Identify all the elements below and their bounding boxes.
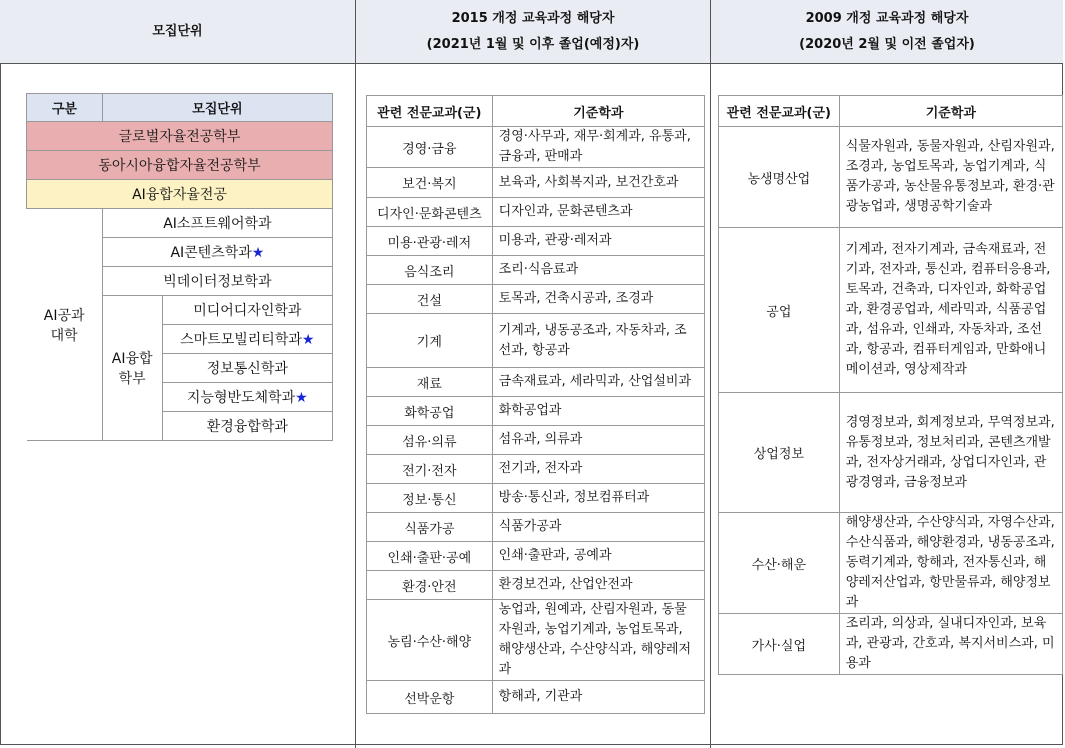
standard-dept-cell: 기계과, 냉동공조과, 자동차과, 조선과, 항공과 <box>492 314 704 368</box>
standard-dept-cell: 화학공업과 <box>492 397 704 426</box>
dept-env-convergence: 환경융합학과 <box>162 412 332 441</box>
unit-ai-free-major: AI융합자율전공 <box>27 180 333 209</box>
standard-dept-cell: 디자인과, 문화콘텐츠과 <box>492 198 704 227</box>
field-name-cell: 기계 <box>367 314 493 368</box>
header-2015-curriculum <box>356 0 711 64</box>
standard-dept-cell: 토목과, 건축시공과, 조경과 <box>492 285 704 314</box>
standard-dept-cell: 농업과, 원예과, 산림자원과, 동물자원과, 농업기계과, 농업토목과, 해양생산과, 수산양식과, 해양레저과 <box>492 600 704 681</box>
table-row <box>719 127 1063 228</box>
table-row <box>719 228 1063 393</box>
column-divider <box>710 64 711 748</box>
field-name-cell: 선박운항 <box>367 681 493 714</box>
dept-label: AI콘텐츠학과 <box>170 245 252 261</box>
standard-dept-cell: 방송·통신과, 정보컴퓨터과 <box>492 484 704 513</box>
field-name-cell: 건설 <box>367 285 493 314</box>
school-ai-convergence <box>102 296 162 441</box>
standard-dept-cell: 보육과, 사회복지과, 보건간호과 <box>492 168 704 198</box>
field-name-cell: 재료 <box>367 368 493 397</box>
header-col1-label: 모집단위 <box>152 23 203 39</box>
standard-dept-cell: 기계과, 전자기계과, 금속재료과, 전기과, 전자과, 통신과, 컴퓨터응용과, 토목과, 건축과, 디자인과, 화학공업과, 환경공업과, 세라믹과, 식품공업과, 섬유과, 인쇄과, 자동차과, 조선과, 항공과, 컴퓨터게임과, 만화애니메이션과, 영상제작과 <box>839 228 1062 393</box>
field-name-cell: 전기·전자 <box>367 455 493 484</box>
dept-label: 지능형반도체학과 <box>186 390 296 406</box>
header-col3-line2: (2020년 2월 및 이전 졸업자) <box>799 36 975 52</box>
dept-semiconductor <box>162 383 332 412</box>
dept-media-design: 미디어디자인학과 <box>162 296 332 325</box>
star-icon: ★ <box>301 332 315 348</box>
unit-global-free-major: 글로벌자율전공학부 <box>27 122 333 151</box>
table-row <box>367 227 705 256</box>
table-row <box>367 571 705 600</box>
standard-dept-cell: 환경보건과, 산업안전과 <box>492 571 704 600</box>
table-row <box>367 314 705 368</box>
table-row <box>367 513 705 542</box>
table-row <box>719 393 1063 513</box>
header-2009-curriculum <box>711 0 1063 64</box>
table-row <box>719 513 1063 614</box>
field-name-cell: 미용·관광·레저 <box>367 227 493 256</box>
college-name-line1: AI공과 <box>43 307 85 324</box>
field-name-cell: 가사·실업 <box>719 614 840 675</box>
field-name-cell: 섬유·의류 <box>367 426 493 455</box>
table-row <box>367 426 705 455</box>
curriculum-2015-table <box>366 95 705 714</box>
field-name-cell: 농생명산업 <box>719 127 840 228</box>
field-name-cell: 상업정보 <box>719 393 840 513</box>
col-unit-header: 모집단위 <box>102 94 332 122</box>
standard-dept-cell: 조리과, 의상과, 실내디자인과, 보육과, 관광과, 간호과, 복지서비스과, 미용과 <box>839 614 1062 675</box>
standard-dept-cell: 경영정보과, 회계정보과, 무역정보과, 유통정보과, 정보처리과, 콘텐츠개발과, 전자상거래과, 상업디자인과, 관광경영과, 금융정보과 <box>839 393 1062 513</box>
table-row <box>367 256 705 285</box>
dept-big-data: 빅데이터정보학과 <box>102 267 332 296</box>
standard-dept-cell: 식물자원과, 동물자원과, 산림자원과, 조경과, 농업토목과, 농업기계과, 식품가공과, 농산물유통정보과, 환경·관광농업과, 생명공학기술과 <box>839 127 1062 228</box>
table-row <box>367 455 705 484</box>
star-icon: ★ <box>251 245 265 261</box>
table-row <box>367 542 705 571</box>
standard-dept-cell: 미용과, 관광·레저과 <box>492 227 704 256</box>
field-name-cell: 화학공업 <box>367 397 493 426</box>
field-name-cell: 환경·안전 <box>367 571 493 600</box>
standard-dept-cell: 항해과, 기관과 <box>492 681 704 714</box>
dept-smart-mobility <box>162 325 332 354</box>
star-icon: ★ <box>295 390 308 406</box>
field-name-cell: 경영·금융 <box>367 127 493 168</box>
dept-ai-contents <box>102 238 332 267</box>
header-col2-line2: (2021년 1월 및 이후 졸업(예정)자) <box>426 36 640 52</box>
curriculum-2009-table <box>718 95 1063 675</box>
column-divider <box>355 64 356 748</box>
table-row <box>719 614 1063 675</box>
col-field-header: 관련 전문교과(군) <box>719 96 840 127</box>
field-name-cell: 정보·통신 <box>367 484 493 513</box>
table-row <box>367 600 705 681</box>
field-name-cell: 농림·수산·해양 <box>367 600 493 681</box>
college-ai-engineering <box>27 209 103 441</box>
college-name-line2: 대학 <box>50 327 78 344</box>
standard-dept-cell: 조리·식음료과 <box>492 256 704 285</box>
table-row <box>367 285 705 314</box>
field-name-cell: 보건·복지 <box>367 168 493 198</box>
header-col2-line1: 2015 개정 교육과정 해당자 <box>451 10 615 26</box>
recruit-unit-table <box>26 93 333 441</box>
field-name-cell: 수산·해운 <box>719 513 840 614</box>
field-name-cell: 인쇄·출판·공예 <box>367 542 493 571</box>
table-row <box>367 681 705 714</box>
dept-info-comm: 정보통신학과 <box>162 354 332 383</box>
standard-dept-cell: 섬유과, 의류과 <box>492 426 704 455</box>
unit-east-asia-free-major: 동아시아융합자율전공학부 <box>27 151 333 180</box>
table-row <box>367 368 705 397</box>
standard-dept-cell: 금속재료과, 세라믹과, 산업설비과 <box>492 368 704 397</box>
header-col3-line1: 2009 개정 교육과정 해당자 <box>805 10 969 26</box>
table-row <box>367 198 705 227</box>
standard-dept-cell: 전기과, 전자과 <box>492 455 704 484</box>
standard-dept-cell: 경영·사무과, 재무·회계과, 유통과, 금융과, 판매과 <box>492 127 704 168</box>
field-name-cell: 공업 <box>719 228 840 393</box>
table-row <box>367 397 705 426</box>
school-name-line1: AI융합 <box>111 351 153 367</box>
col-division-header: 구분 <box>27 94 103 122</box>
col-dept-header: 기준학과 <box>839 96 1062 127</box>
standard-dept-cell: 인쇄·출판과, 공예과 <box>492 542 704 571</box>
school-name-line2: 학부 <box>118 371 146 387</box>
col-dept-header: 기준학과 <box>492 96 704 127</box>
field-name-cell: 음식조리 <box>367 256 493 285</box>
dept-label: 스마트모빌리티학과 <box>180 332 302 348</box>
standard-dept-cell: 해양생산과, 수산양식과, 자영수산과, 수산식품과, 해양환경과, 냉동공조과, 동력기계과, 항해과, 전자통신과, 해양레저산업과, 항만물류과, 해양정보과 <box>839 513 1062 614</box>
table-row <box>367 484 705 513</box>
table-row <box>367 168 705 198</box>
field-name-cell: 디자인·문화콘텐츠 <box>367 198 493 227</box>
header-recruit-unit <box>0 0 356 64</box>
table-row <box>367 127 705 168</box>
standard-dept-cell: 식품가공과 <box>492 513 704 542</box>
col-field-header: 관련 전문교과(군) <box>367 96 493 127</box>
dept-ai-software: AI소프트웨어학과 <box>102 209 332 238</box>
field-name-cell: 식품가공 <box>367 513 493 542</box>
